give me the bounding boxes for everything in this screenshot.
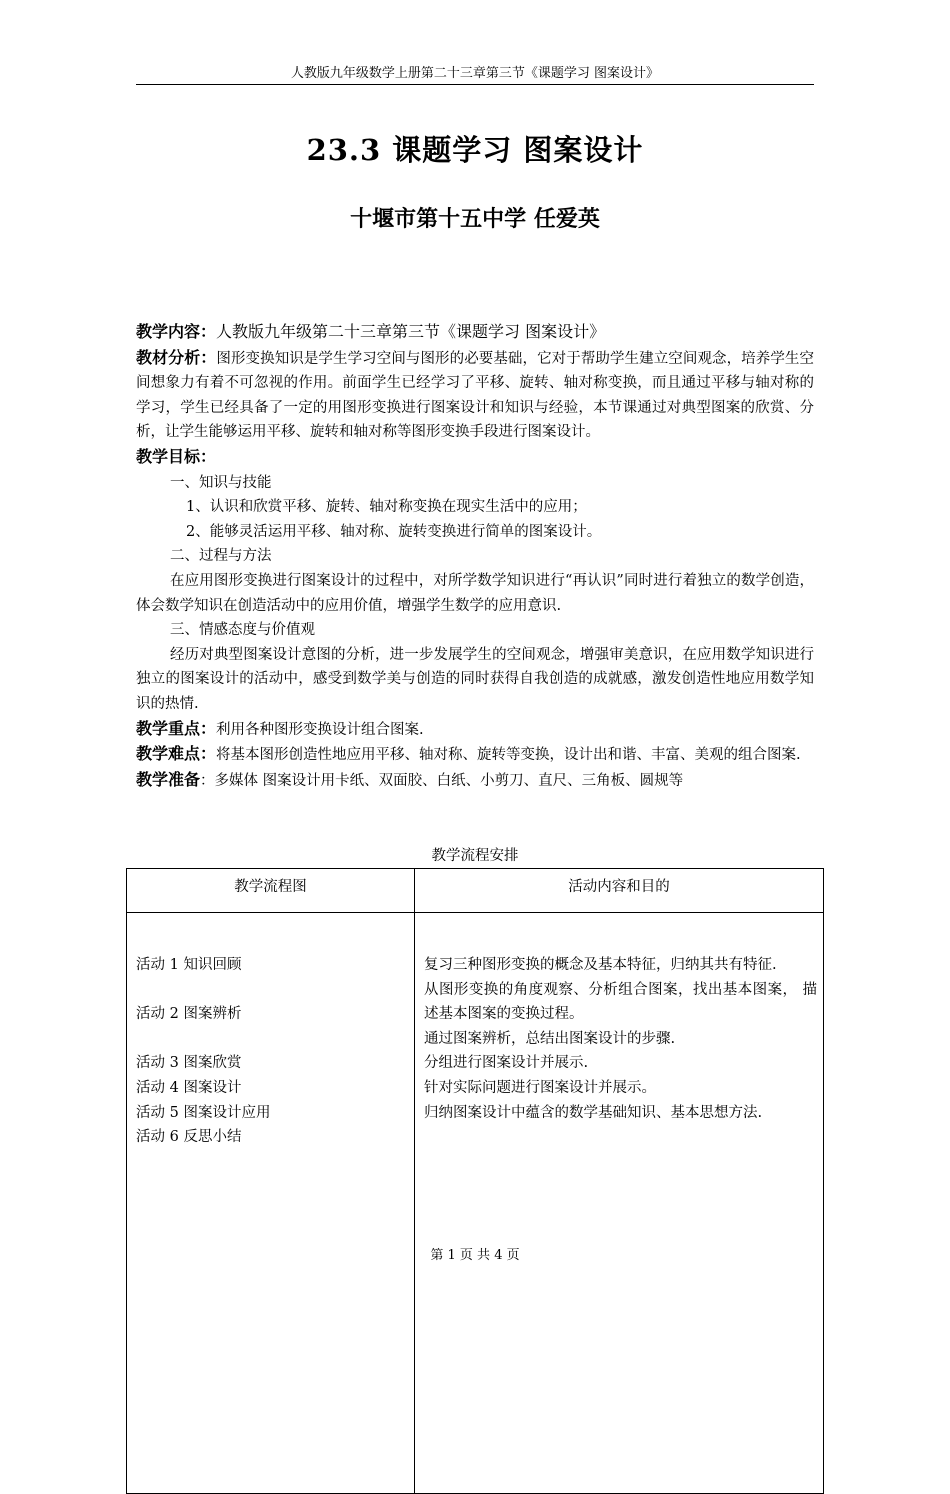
table-header-right: 活动内容和目的 xyxy=(568,879,670,895)
goal1-item2: 2、能够灵活运用平移、轴对称、旋转变换进行简单的图案设计。 xyxy=(186,523,602,540)
teaching-content xyxy=(136,320,814,346)
teaching-content-text: 人教版九年级第二十三章第三节《课题学习 图案设计》 xyxy=(216,322,606,341)
table-divider-horizontal xyxy=(127,912,823,913)
document-title: 23.3 课题学习 图案设计 xyxy=(306,133,644,167)
purpose-item: 复习三种图形变换的概念及基本特征，归纳其共有特征. xyxy=(424,957,777,973)
activity-item: 活动 1 知识回顾 xyxy=(136,957,242,973)
difficulty-point xyxy=(136,742,814,768)
key-label: 教学重点： xyxy=(136,718,217,738)
purpose-item: 归纳图案设计中蕴含的数学基础知识、基本思想方法. xyxy=(424,1104,763,1121)
activity-item: 活动 3 图案欣赏 xyxy=(136,1055,242,1072)
page-footer: 第 1 页 共 4 页 xyxy=(430,1248,520,1263)
goals-label: 教学目标： xyxy=(136,446,217,466)
prep-label: 教学准备 xyxy=(136,769,201,789)
table-divider-vertical xyxy=(414,869,415,1493)
lesson-body xyxy=(136,320,814,793)
purpose-item: 分组进行图案设计并展示. xyxy=(424,1055,589,1072)
key-text: 利用各种图形变换设计组合图案. xyxy=(216,721,424,738)
goal3-title: 三、情感态度与价值观 xyxy=(170,622,315,639)
flow-table xyxy=(126,868,824,1494)
activity-item: 活动 5 图案设计应用 xyxy=(136,1104,271,1121)
table-caption: 教学流程安排 xyxy=(431,848,519,864)
prep-text: ：多媒体 图案设计用卡纸、双面胶、白纸、小剪刀、直尺、三角板、圆规等 xyxy=(200,772,684,789)
activity-item: 活动 2 图案辨析 xyxy=(136,1006,242,1023)
goals-heading xyxy=(136,445,814,471)
teaching-content-label: 教学内容： xyxy=(136,322,217,341)
page-header: 人教版九年级数学上册第二十三章第三节《课题学习 图案设计》 xyxy=(136,64,814,85)
activity-item: 活动 6 反思小结 xyxy=(136,1129,242,1146)
difficulty-label: 教学难点： xyxy=(136,744,217,764)
author-line: 十堰市第十五中学 任爱英 xyxy=(350,206,600,232)
purpose-item: 针对实际问题进行图案设计并展示。 xyxy=(424,1079,656,1096)
purpose-column xyxy=(424,953,817,1125)
purpose-item: 从图形变换的角度观察、分析组合图案，找出基本图案， 描述基本图案的变换过程。 xyxy=(424,981,817,1023)
material-analysis xyxy=(136,346,814,445)
goal1-title: 一、知识与技能 xyxy=(170,474,272,491)
table-header-left: 教学流程图 xyxy=(234,879,307,895)
teaching-prep xyxy=(136,768,814,794)
goal2-title: 二、过程与方法 xyxy=(170,548,272,565)
goal1-item1: 1、认识和欣赏平移、旋转、轴对称变换在现实生活中的应用； xyxy=(186,499,587,516)
material-label: 教材分析： xyxy=(136,347,217,367)
key-point xyxy=(136,717,814,743)
purpose-item: 通过图案辨析，总结出图案设计的步骤. xyxy=(424,1030,676,1047)
activity-item: 活动 4 图案设计 xyxy=(136,1079,242,1096)
activity-column xyxy=(136,953,406,1150)
goal2-text: 在应用图形变换进行图案设计的过程中，对所学数学知识进行“再认识”同时进行着独立的数学创造，体会数学知识在创造活动中的应用价值，增强学生数学的应用意识. xyxy=(136,572,814,614)
goal3-text: 经历对典型图案设计意图的分析，进一步发展学生的空间观念，增强审美意识，在应用数学知识进行独立的图案设计的活动中，感受到数学美与创造的同时获得自我创造的成就感，激发创造性地应用数学知识的热情. xyxy=(136,646,814,712)
material-text: 图形变换知识是学生学习空间与图形的必要基础，它对于帮助学生建立空间观念，培养学生空间想象力有着不可忽视的作用。前面学生已经学习了平移、旋转、轴对称变换，而且通过平移与轴对称的学习，学生已经具备了一定的用图形变换进行图案设计和知识与经验，本节课通过对典型图案的欣赏、分析，让学生能够运用平移、旋转和轴对称等图形变换手段进行图案设计。 xyxy=(136,350,814,441)
difficulty-text: 将基本图形创造性地应用平移、轴对称、旋转等变换，设计出和谐、丰富、美观的组合图案. xyxy=(216,747,801,764)
